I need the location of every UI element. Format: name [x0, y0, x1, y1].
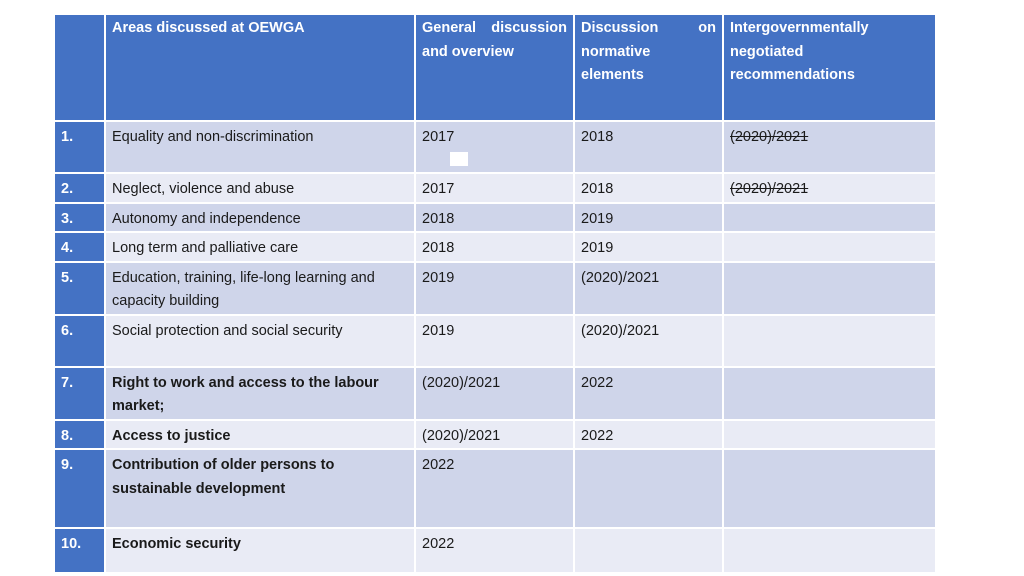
row-area: Education, training, life-long learning and capacity building: [105, 262, 415, 315]
row-general: 2022: [415, 528, 574, 573]
row-general-value: 2017: [422, 129, 455, 145]
row-number: 10.: [54, 528, 105, 573]
header-normative-elements: [574, 14, 723, 121]
row-normative: (2020)/2021: [574, 262, 723, 315]
header-recommend-line-1: Intergovernmentally: [730, 20, 869, 36]
white-square-marker: [450, 152, 468, 166]
row-recommend: [723, 315, 936, 367]
table-row: [54, 315, 936, 367]
row-normative: [574, 528, 723, 573]
oewga-areas-table: [53, 13, 937, 574]
row-number: 6.: [54, 315, 105, 367]
header-areas: Areas discussed at OEWGA: [105, 14, 415, 121]
header-recommend-line-2: negotiated: [730, 43, 804, 60]
table-row: [54, 367, 936, 420]
row-normative: 2022: [574, 420, 723, 450]
row-number: 7.: [54, 367, 105, 420]
table-row: [54, 203, 936, 233]
row-recommend: (2020)/2021: [723, 173, 936, 203]
row-area: Neglect, violence and abuse: [105, 173, 415, 203]
row-number: 5.: [54, 262, 105, 315]
row-recommend: [723, 203, 936, 233]
header-recommend-line-3: recommendations: [730, 67, 855, 83]
row-recommend: [723, 420, 936, 450]
row-normative: 2019: [574, 203, 723, 233]
table-row: [54, 173, 936, 203]
row-general: 2019: [415, 315, 574, 367]
row-recommend: [723, 232, 936, 262]
header-number: [54, 14, 105, 121]
header-normative-line-3: elements: [581, 67, 644, 83]
row-normative: 2018: [574, 121, 723, 173]
row-number: 3.: [54, 203, 105, 233]
row-normative: [574, 449, 723, 528]
row-normative: 2022: [574, 367, 723, 420]
row-area: Contribution of older persons to sustainable development: [105, 449, 415, 528]
row-area: Social protection and social security: [105, 315, 415, 367]
header-normative-line-2: normative: [581, 43, 651, 60]
row-area: Equality and non-discrimination: [105, 121, 415, 173]
row-area: Long term and palliative care: [105, 232, 415, 262]
header-recommendations: [723, 14, 936, 121]
header-general-line-2: and overview: [422, 43, 514, 60]
row-area: Right to work and access to the labour market;: [105, 367, 415, 420]
header-row: [54, 14, 936, 121]
row-number: 8.: [54, 420, 105, 450]
table-row: [54, 528, 936, 573]
row-number: 2.: [54, 173, 105, 203]
header-general-line-1: General discussion: [422, 20, 567, 36]
table-row: [54, 420, 936, 450]
row-area: Access to justice: [105, 420, 415, 450]
row-general: (2020)/2021: [415, 367, 574, 420]
row-general: (2020)/2021: [415, 420, 574, 450]
row-general: 2022: [415, 449, 574, 528]
row-normative: 2018: [574, 173, 723, 203]
row-recommend: [723, 262, 936, 315]
row-number: 1.: [54, 121, 105, 173]
row-recommend: [723, 449, 936, 528]
row-recommend: [723, 528, 936, 573]
table-row: [54, 121, 936, 173]
row-number: 4.: [54, 232, 105, 262]
row-general: 2018: [415, 232, 574, 262]
row-general: 2018: [415, 203, 574, 233]
row-normative: (2020)/2021: [574, 315, 723, 367]
row-area: Autonomy and independence: [105, 203, 415, 233]
row-area: Economic security: [105, 528, 415, 573]
header-general-discussion: [415, 14, 574, 121]
row-general: [415, 121, 574, 173]
row-number: 9.: [54, 449, 105, 528]
table-row: [54, 449, 936, 528]
row-recommend: [723, 367, 936, 420]
row-general: 2017: [415, 173, 574, 203]
row-general: 2019: [415, 262, 574, 315]
header-normative-line-1: Discussion on: [581, 20, 716, 36]
row-recommend: (2020)/2021: [723, 121, 936, 173]
table-row: [54, 262, 936, 315]
row-normative: 2019: [574, 232, 723, 262]
table-row: [54, 232, 936, 262]
